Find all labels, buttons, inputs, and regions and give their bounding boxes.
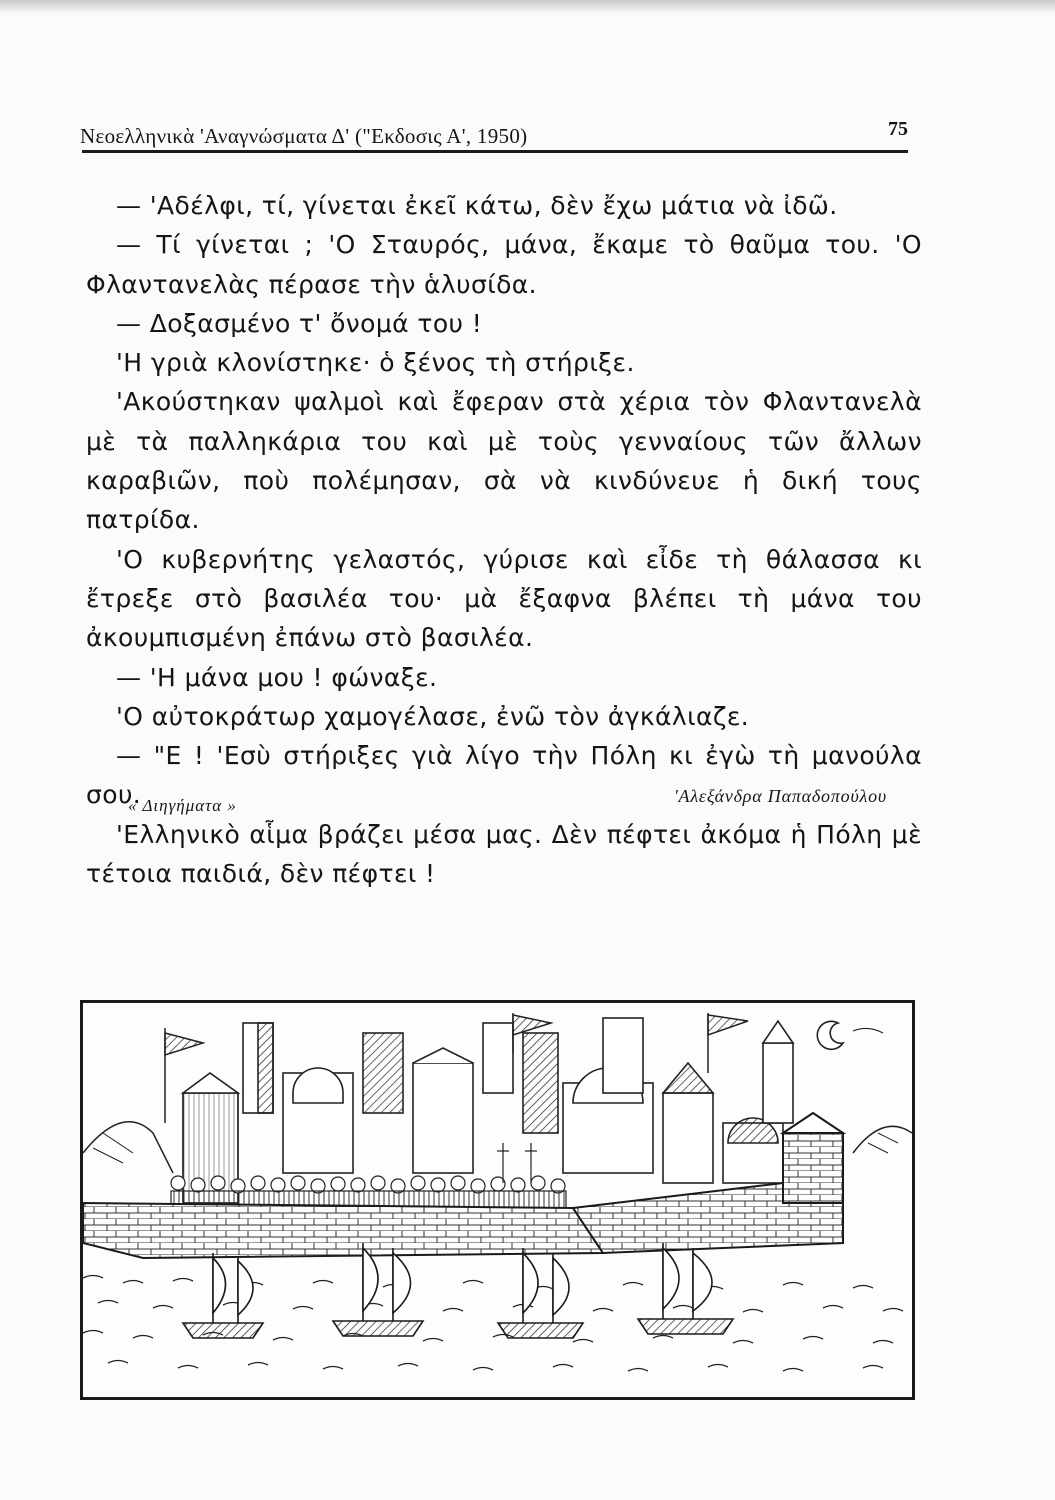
paragraph: 'Ο κυβερνήτης γελαστός, γύρισε καὶ εἶδε τὴ θάλασσα κι ἔτρεξε στὸ βασιλέα του· μὰ ἔξαφνα βλέπει τὴ μάνα του ἀκουμπισμένη ἐπάνω στὸ βασιλέα. — [86, 544, 922, 653]
source-credit: « Διηγήματα » — [128, 796, 237, 815]
page-top-edge — [0, 0, 1055, 14]
ship — [183, 1253, 263, 1338]
paragraph: — "Ε ! 'Εσὺ στήριξες γιὰ λίγο τὴν Πόλη κι ἐγὼ τὴ μανούλα σου. — [86, 741, 922, 810]
paragraph: — Δοξασμένο τ' ὄνομά του ! — [116, 308, 483, 338]
paragraph: — 'Αδέλφι, τί, γίνεται ἐκεῖ κάτω, δὲν ἔχω μάτια νὰ ἰδῶ. — [116, 191, 838, 220]
page-number: 75 — [888, 118, 908, 140]
woodcut-drawing — [83, 1003, 912, 1397]
header-rule — [82, 150, 908, 153]
paragraph: — Τί γίνεται ; 'Ο Σταυρός, μάνα, ἔκαμε τὸ θαῦμα του. 'Ο Φλαντανελὰς πέρασε τὴν ἁλυσίδα. — [86, 230, 922, 299]
running-title: Νεοελληνικὰ 'Αναγνώσματα Δ' ("Εκδοσις Α', 1950) — [80, 124, 528, 148]
paragraph: 'Η γριὰ κλονίστηκε· ὁ ξένος τὴ στήριξε. — [116, 348, 635, 378]
crescent-moon — [817, 1021, 843, 1049]
page-header — [80, 118, 910, 152]
paragraph: 'Ο αὐτοκράτωρ χαμογέλασε, ἐνῶ τὸν ἀγκάλιαζε. — [116, 701, 750, 731]
paragraph: 'Ακούστηκαν ψαλμοὶ καὶ ἔφεραν στὰ χέρια τὸν Φλαντανελὰ μὲ τὰ παλληκάρια του καὶ μὲ τοὺς γενναίους τῶν ἄλλων καραβιῶν, ποὺ πολέμησαν, σὰ νὰ κινδύνευε ἡ δική τους πατρίδα. — [86, 387, 922, 535]
author-credit: 'Αλεξάνδρα Παπαδοπούλου — [673, 786, 887, 806]
city-harbor-illustration — [80, 1000, 915, 1400]
ship — [333, 1243, 423, 1336]
paragraph: — 'Η μάνα μου ! φώναξε. — [116, 662, 438, 692]
ship — [638, 1243, 733, 1334]
ship — [498, 1248, 583, 1338]
city-buildings — [183, 1018, 793, 1203]
paragraph: 'Ελληνικὸ αἷμα βράζει μέσα μας. Δὲν πέφτει ἀκόμα ἡ Πόλη μὲ τέτοια παιδιά, δὲν πέφτει ! — [86, 819, 922, 889]
